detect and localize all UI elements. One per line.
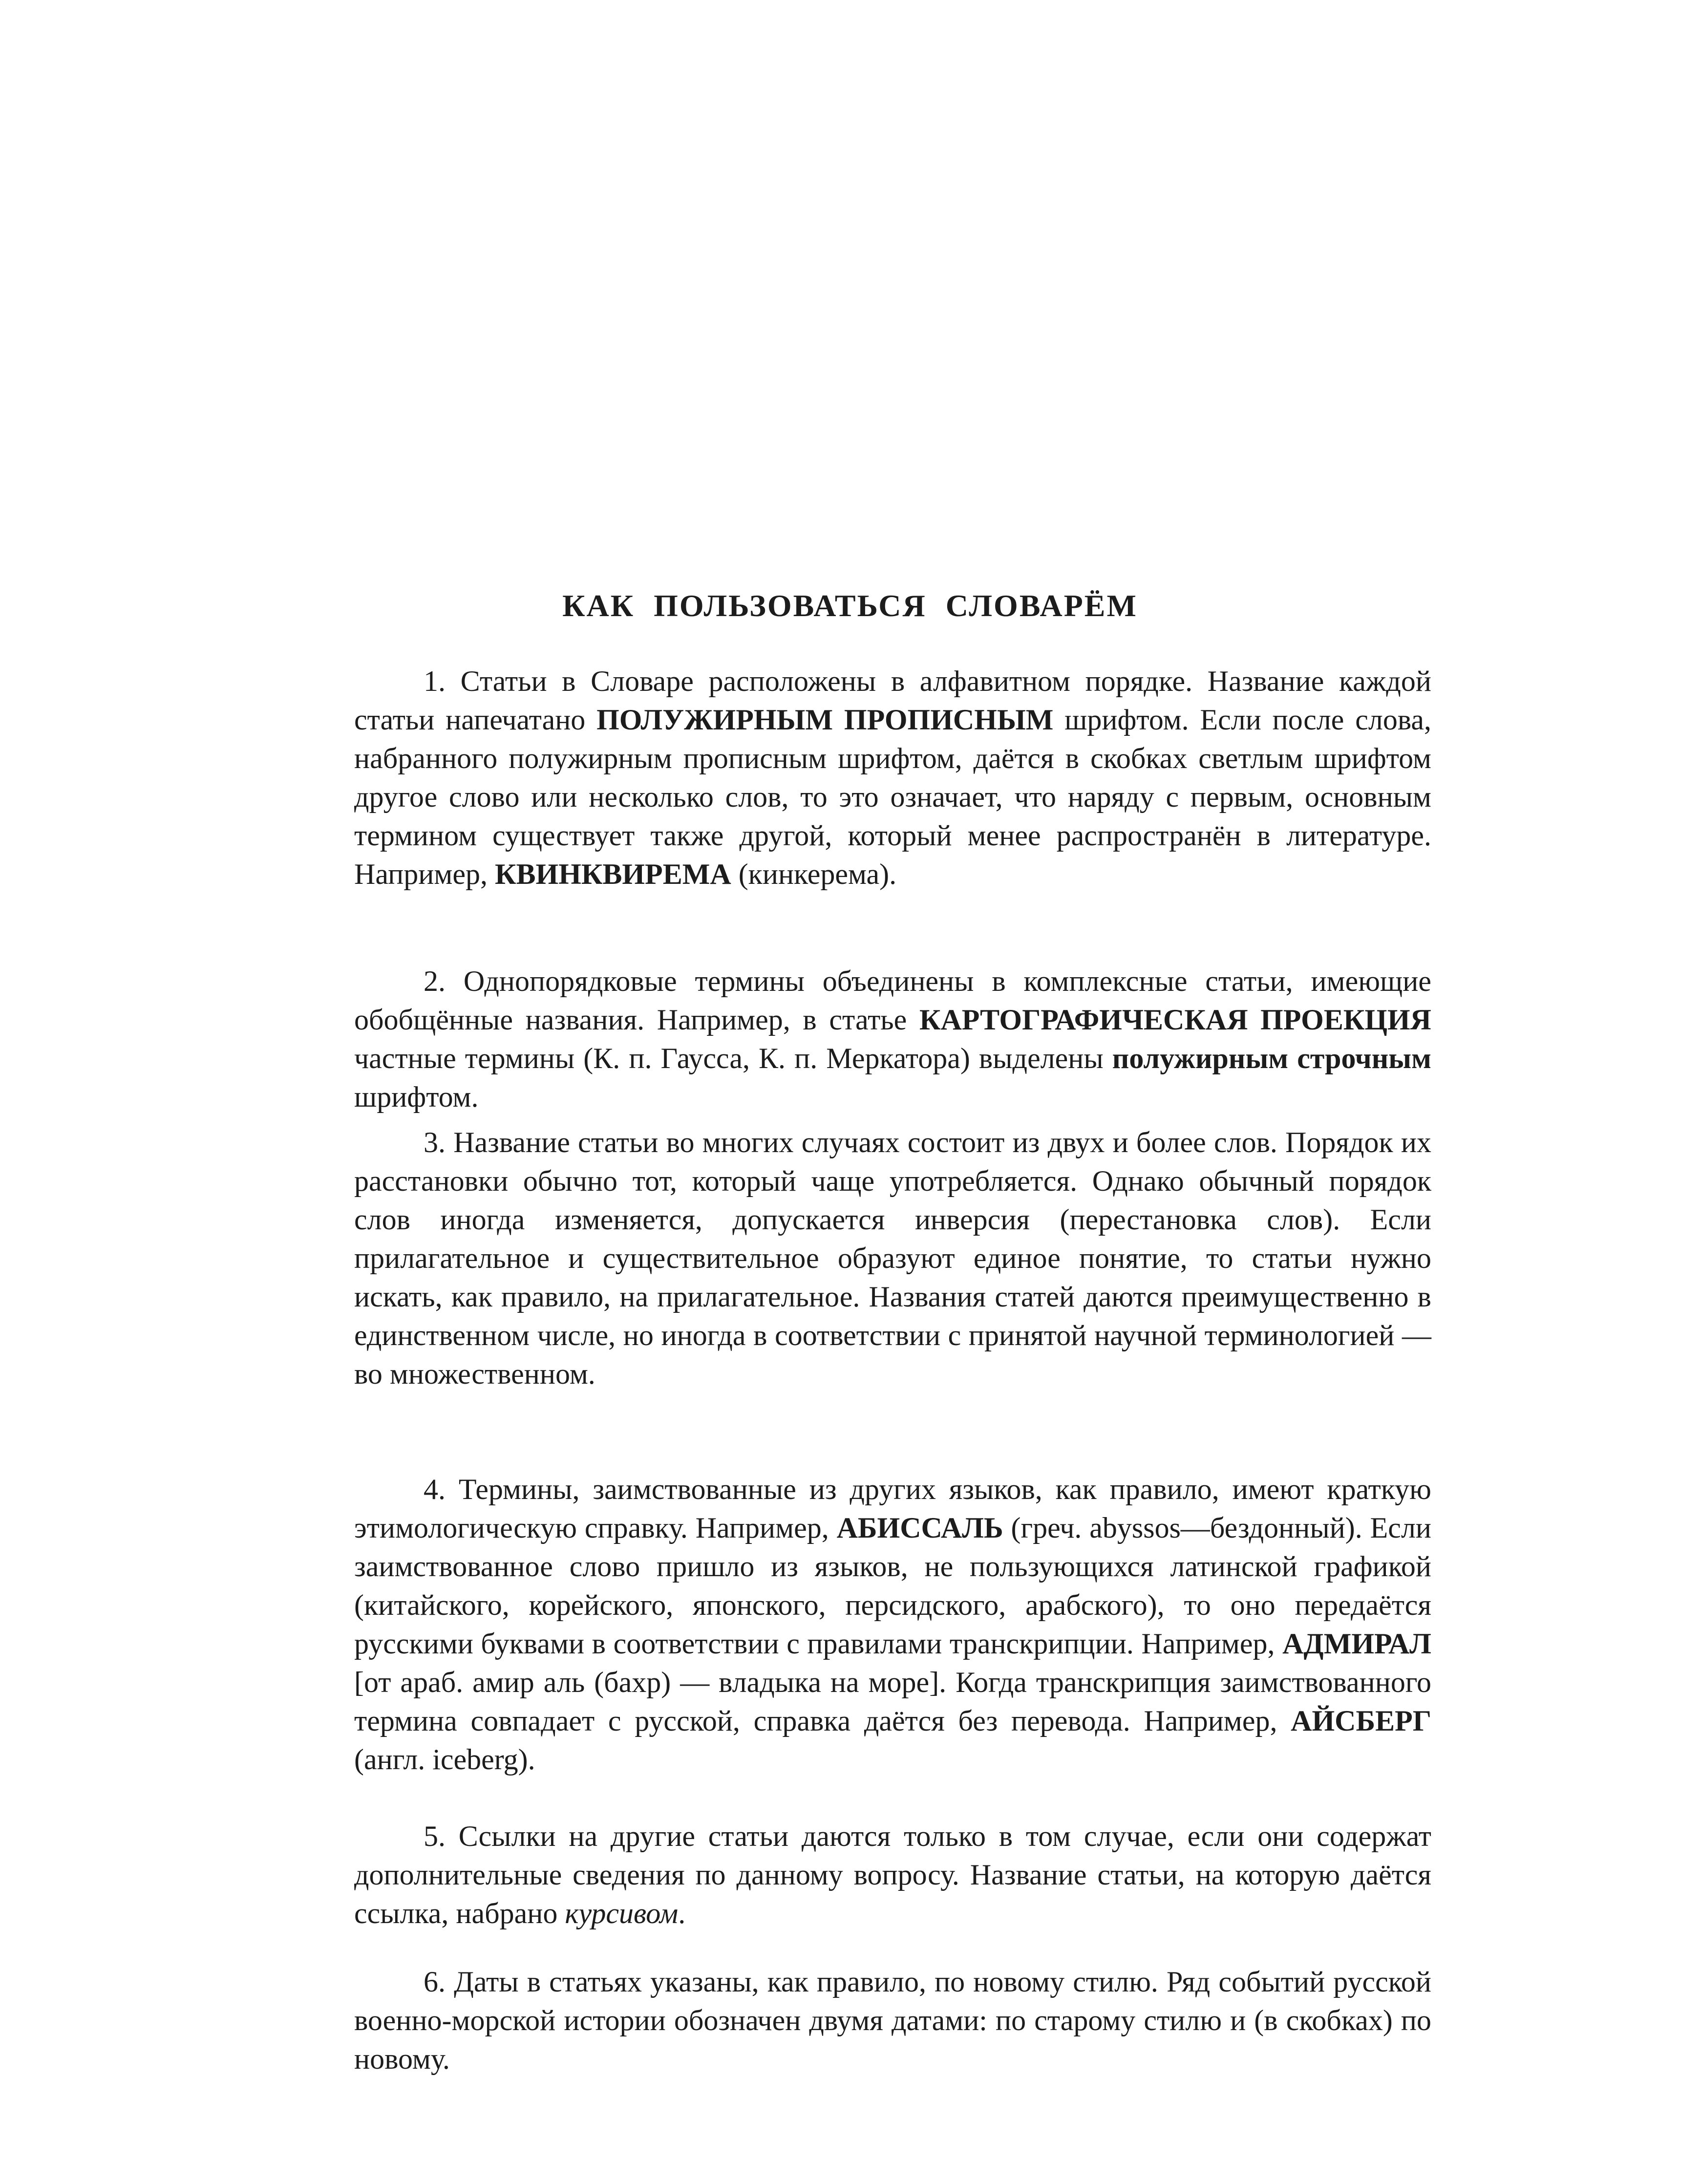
bold-term: АБИССАЛЬ (836, 1512, 1003, 1544)
text: шрифтом. (354, 1081, 479, 1113)
bold-term: КВИНКВИРЕМА (495, 858, 731, 890)
bold-term: КАРТОГРАФИЧЕСКАЯ ПРОЕКЦИЯ (919, 1004, 1432, 1036)
paragraph-2 (354, 962, 1431, 1116)
text: шрифтом. Если после слова, набранного полужирным прописным шрифтом, даётся в скобках светлым шрифтом другое слово или несколько слов, то это означает, что наряду с первым, основным термином существует также другой, который менее распространён в литературе. Например, (354, 704, 1431, 890)
text: [от араб. амир аль (бахр) — владыка на море]. Когда транскрипция заимствованного термина совпадает с русской, справка даётся без перевода. Например, (354, 1666, 1431, 1737)
paragraph-1 (354, 662, 1431, 894)
text: 6. Даты в статьях указаны, как правило, по новому стилю. Ряд событий русской военно-морской истории обозначен двумя датами: по старому стилю и (в скобках) по новому. (354, 1966, 1431, 2075)
text: частные термины (К. п. Гаусса, К. п. Меркатора) выделены (354, 1042, 1112, 1074)
text: 3. Название статьи во многих случаях состоит из двух и более слов. Порядок их расстановки обычно тот, который чаще употребляется. Однако обычный порядок слов иногда изменяется, допускается инверсия (перестановка слов). Если прилагательное и существительное образуют единое понятие, то статьи нужно искать, как правило, на прилагательное. Названия статей даются преимущественно в единственном числе, но иногда в соответствии с принятой научной терминологией — во множественном. (354, 1126, 1431, 1390)
text: 2. Однопорядковые термины объединены в комплексные статьи, имеющие обобщённые названия. Например, в статье (354, 965, 1431, 1036)
text: 5. Ссылки на другие статьи даются только в том случае, если они содержат дополнительные сведения по данному вопросу. Название статьи, на которую даётся ссылка, набрано (354, 1820, 1431, 1929)
text: . (678, 1897, 686, 1929)
text: 1. Статьи в Словаре расположены в алфавитном порядке. Название каждой статьи напечатано (354, 665, 1431, 736)
page-title: КАК ПОЛЬЗОВАТЬСЯ СЛОВАРЁМ (562, 588, 1138, 623)
text: 4. Термины, заимствованные из других языков, как правило, имеют краткую этимологическую справку. Например, (354, 1473, 1431, 1544)
italic-term: курсивом (565, 1897, 679, 1929)
text: (англ. iceberg). (354, 1743, 535, 1776)
paragraph-6 (354, 1963, 1431, 2078)
paragraph-4 (354, 1470, 1431, 1779)
paragraph-3 (354, 1123, 1431, 1393)
bold-term: АДМИРАЛ (1282, 1627, 1431, 1660)
text: (кинкерема). (731, 858, 897, 890)
text: (греч. abyssos—бездонный). Если заимствованное слово пришло из языков, не пользующихся латинской графикой (китайского, корейского, японского, персидского, арабского), то оно передаётся русскими буквами в соответствии с правилами транскрипции. Например, (354, 1512, 1431, 1660)
bold-term: АЙСБЕРГ (1291, 1705, 1431, 1737)
bold-term: полужирным строчным (1112, 1042, 1432, 1074)
paragraph-5 (354, 1817, 1431, 1933)
bold-term: ПОЛУЖИРНЫМ ПРОПИСНЫМ (596, 704, 1054, 736)
